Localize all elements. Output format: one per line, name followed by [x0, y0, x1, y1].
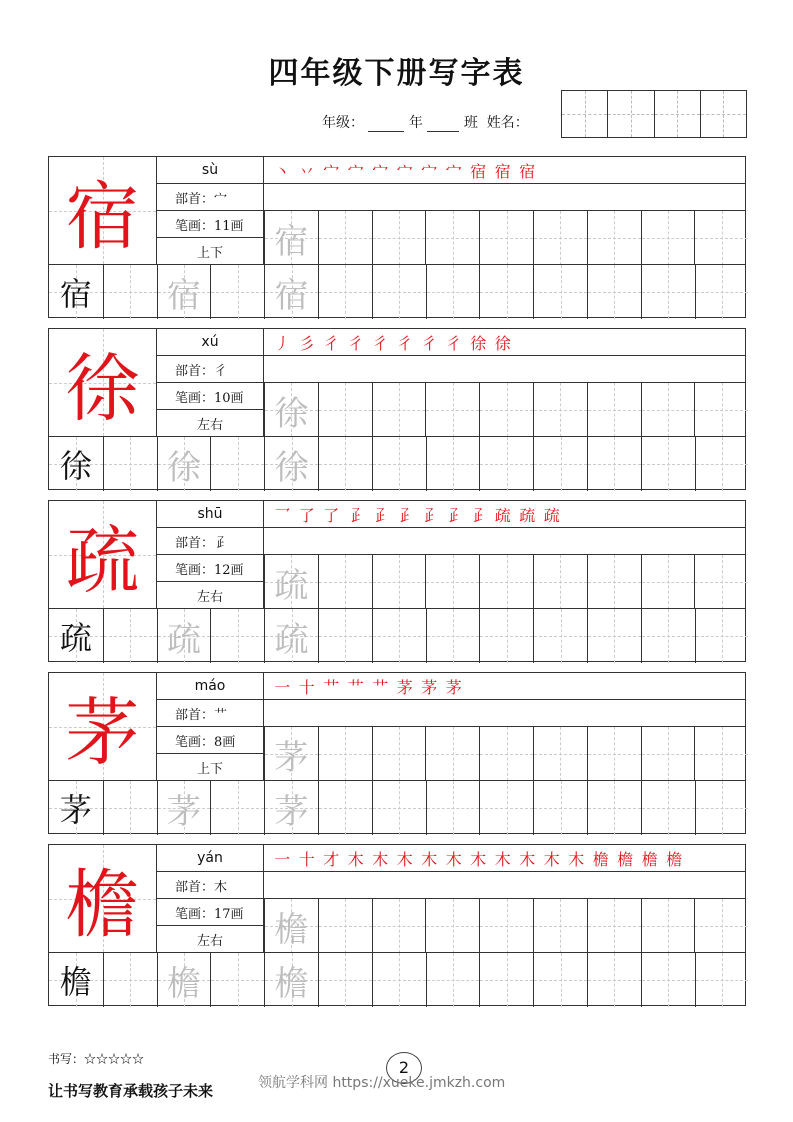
practice-cell[interactable] [372, 383, 426, 437]
structure: 上下 [157, 238, 263, 265]
model-character-glyph: 疏 [65, 517, 140, 604]
practice-cell[interactable] [641, 609, 695, 663]
page-title: 四年级下册写字表 [268, 56, 525, 91]
stroke-step: 彳 [421, 333, 438, 353]
practice-cell[interactable] [587, 555, 641, 609]
practice-cell[interactable] [210, 437, 264, 491]
practice-cell[interactable] [103, 953, 157, 1007]
stroke-step: 疏 [494, 505, 511, 525]
radical: 部首：宀 [157, 184, 263, 211]
practice-cell[interactable] [372, 437, 426, 491]
practice-cell[interactable] [372, 265, 426, 319]
name-cell[interactable] [654, 91, 700, 137]
practice-cell[interactable] [318, 437, 372, 491]
practice-row [264, 383, 748, 437]
stroke-step: 艹 [347, 677, 364, 697]
class-blank[interactable] [427, 117, 459, 132]
sample-character: 檐 [59, 963, 92, 1001]
practice-cell[interactable] [210, 609, 264, 663]
practice-cell[interactable] [533, 555, 587, 609]
stroke-step: 𤴔 [396, 505, 413, 525]
practice-cell[interactable] [641, 437, 695, 491]
trace-character: 茅 [166, 791, 201, 832]
name-cell[interactable] [607, 91, 653, 137]
model-character-glyph: 徐 [65, 345, 140, 432]
stroke-step: 彳 [372, 333, 389, 353]
stroke-step: 檐 [592, 849, 609, 869]
practice-cell[interactable] [103, 781, 157, 835]
model-character-glyph: 茅 [65, 689, 140, 776]
practice-cell[interactable] [533, 727, 587, 781]
stroke-step: 彳 [347, 333, 364, 353]
sample-character: 宿 [59, 275, 92, 313]
practice-cell[interactable] [587, 265, 641, 319]
stroke-step: 了 [323, 505, 340, 525]
trace-cell[interactable] [264, 899, 318, 953]
trace-character: 宿 [274, 275, 309, 316]
practice-row [264, 555, 748, 609]
stroke-step: 宿 [494, 161, 511, 181]
trace-cell[interactable] [264, 727, 318, 781]
practice-cell[interactable] [641, 265, 695, 319]
practice-cell[interactable] [587, 781, 641, 835]
practice-cell[interactable] [318, 899, 372, 953]
character-block [48, 156, 746, 318]
stroke-order [264, 845, 745, 872]
practice-cell[interactable] [318, 953, 372, 1007]
practice-row [49, 781, 748, 835]
grade-label: 年级： [322, 115, 364, 131]
stroke-step: 疏 [543, 505, 560, 525]
practice-cell[interactable] [694, 555, 748, 609]
practice-cell[interactable] [372, 899, 426, 953]
practice-cell[interactable] [425, 383, 479, 437]
stroke-step: 𤴔 [445, 505, 462, 525]
practice-cell[interactable] [426, 609, 480, 663]
stroke-step: 十 [298, 677, 315, 697]
stroke-step: 十 [298, 849, 315, 869]
character-block [48, 672, 746, 834]
practice-cell[interactable] [533, 265, 587, 319]
practice-cell[interactable] [587, 609, 641, 663]
watermark-text: 领航学科网 https://xueke.jmkzh.com [258, 1075, 506, 1091]
stroke-step: 彳 [396, 333, 413, 353]
trace-character: 宿 [166, 275, 201, 316]
stroke-step: 宀 [347, 161, 364, 181]
practice-cell[interactable] [533, 781, 587, 835]
practice-cell[interactable] [479, 437, 533, 491]
stroke-step: 𤴔 [372, 505, 389, 525]
practice-cell[interactable] [372, 781, 426, 835]
practice-cell[interactable] [425, 211, 479, 265]
stroke-step: 茅 [445, 677, 462, 697]
trace-cell[interactable] [264, 211, 318, 265]
practice-cell[interactable] [479, 727, 533, 781]
stroke-step: 宀 [372, 161, 389, 181]
practice-cell[interactable] [479, 953, 533, 1007]
trace-cell[interactable] [264, 383, 318, 437]
practice-cell[interactable] [426, 265, 480, 319]
stroke-step: 茅 [396, 677, 413, 697]
stroke-step: 木 [396, 849, 413, 869]
practice-row [49, 953, 748, 1007]
stroke-step: 彳 [445, 333, 462, 353]
practice-cell[interactable] [318, 211, 372, 265]
stroke-order [264, 329, 745, 356]
slogan: 让书写教育承载孩子未来 [48, 1082, 214, 1100]
practice-cell[interactable] [372, 727, 426, 781]
character-block [48, 328, 746, 490]
stroke-step: 檐 [641, 849, 658, 869]
name-cell[interactable] [562, 91, 607, 137]
stroke-step: 宀 [396, 161, 413, 181]
model-character [49, 501, 157, 609]
practice-cell[interactable] [426, 953, 480, 1007]
radical: 部首：艹 [157, 700, 263, 727]
practice-cell[interactable] [641, 555, 695, 609]
pinyin: yán [157, 845, 263, 872]
practice-cell[interactable] [587, 383, 641, 437]
stroke-step: 才 [323, 849, 340, 869]
practice-cell[interactable] [479, 899, 533, 953]
stroke-count: 笔画：11画 [157, 211, 263, 238]
practice-cell[interactable] [425, 899, 479, 953]
model-character [49, 157, 157, 265]
practice-cell[interactable] [641, 899, 695, 953]
stroke-step: 木 [519, 849, 536, 869]
practice-cell[interactable] [210, 953, 264, 1007]
practice-row [264, 727, 748, 781]
practice-cell[interactable] [479, 383, 533, 437]
stroke-step: 檐 [666, 849, 683, 869]
stroke-order [264, 157, 745, 184]
stroke-step: 木 [543, 849, 560, 869]
stroke-count: 笔画：17画 [157, 899, 263, 926]
practice-cell[interactable] [103, 609, 157, 663]
practice-row [49, 265, 748, 319]
practice-cell[interactable] [103, 265, 157, 319]
radical: 部首：𤴔 [157, 528, 263, 555]
trace-character: 宿 [274, 221, 309, 262]
practice-cell[interactable] [372, 609, 426, 663]
practice-cell[interactable] [533, 899, 587, 953]
trace-cell[interactable] [264, 781, 318, 835]
radical: 部首：木 [157, 872, 263, 899]
stroke-order [264, 673, 745, 700]
trace-character: 檐 [274, 963, 309, 1004]
stroke-step: 徐 [470, 333, 487, 353]
practice-row [264, 899, 748, 953]
pinyin: máo [157, 673, 263, 700]
trace-cell[interactable] [264, 609, 318, 663]
stroke-step: 宀 [421, 161, 438, 181]
trace-character: 疏 [166, 619, 201, 660]
practice-cell[interactable] [479, 265, 533, 319]
sample-character: 茅 [59, 791, 92, 829]
class-label: 班 [463, 115, 478, 131]
model-character-glyph: 宿 [65, 173, 140, 260]
sample-cell[interactable] [49, 437, 103, 491]
trace-cell[interactable] [157, 953, 211, 1007]
stroke-step: 宀 [445, 161, 462, 181]
name-grid[interactable] [561, 90, 747, 138]
blank-line [264, 700, 745, 727]
stroke-step: 丶 [274, 161, 291, 181]
blank-line [264, 872, 745, 899]
practice-cell[interactable] [318, 609, 372, 663]
trace-character: 檐 [166, 963, 201, 1004]
blank-line [264, 184, 745, 211]
sample-character: 徐 [59, 447, 92, 485]
stroke-count: 笔画：12画 [157, 555, 263, 582]
stroke-step: 彳 [323, 333, 340, 353]
character-meta [157, 329, 264, 437]
practice-cell[interactable] [372, 555, 426, 609]
character-meta [157, 501, 264, 609]
stroke-step: 一 [274, 677, 291, 697]
practice-cell[interactable] [641, 953, 695, 1007]
trace-character: 疏 [274, 565, 309, 606]
year-label: 年 [408, 115, 423, 131]
practice-cell[interactable] [641, 211, 695, 265]
practice-cell[interactable] [318, 555, 372, 609]
trace-cell[interactable] [264, 555, 318, 609]
sample-character: 疏 [59, 619, 92, 657]
stroke-count: 笔画：8画 [157, 727, 263, 754]
stroke-step: 𤴔 [470, 505, 487, 525]
practice-cell[interactable] [318, 265, 372, 319]
practice-cell[interactable] [695, 609, 749, 663]
structure: 上下 [157, 754, 263, 781]
practice-cell[interactable] [641, 727, 695, 781]
practice-cell[interactable] [372, 953, 426, 1007]
stroke-step: 木 [470, 849, 487, 869]
practice-cell[interactable] [533, 437, 587, 491]
practice-row [49, 609, 748, 663]
model-character-glyph: 檐 [65, 861, 140, 948]
stroke-order [264, 501, 745, 528]
practice-cell[interactable] [587, 437, 641, 491]
stroke-step: 𤴔 [421, 505, 438, 525]
stroke-step: 丿 [274, 333, 291, 353]
character-meta [157, 673, 264, 781]
practice-cell[interactable] [641, 383, 695, 437]
character-block [48, 500, 746, 662]
character-block [48, 844, 746, 1006]
practice-cell[interactable] [210, 781, 264, 835]
trace-cell[interactable] [264, 953, 318, 1007]
trace-character: 徐 [274, 393, 309, 434]
stroke-step: 檐 [617, 849, 634, 869]
radical: 部首：彳 [157, 356, 263, 383]
rating: 书写：☆☆☆☆☆ [48, 1052, 145, 1066]
stroke-step: 乛 [274, 505, 291, 525]
trace-cell[interactable] [157, 609, 211, 663]
pinyin: sù [157, 157, 263, 184]
practice-cell[interactable] [426, 437, 480, 491]
structure: 左右 [157, 410, 263, 437]
model-character [49, 329, 157, 437]
trace-cell[interactable] [264, 437, 318, 491]
stroke-step: 了 [298, 505, 315, 525]
stroke-step: 茅 [421, 677, 438, 697]
trace-character: 茅 [274, 737, 309, 778]
blank-line [264, 528, 745, 555]
practice-cell[interactable] [694, 211, 748, 265]
stroke-step: 徐 [494, 333, 511, 353]
stroke-step: 一 [274, 849, 291, 869]
practice-cell[interactable] [587, 953, 641, 1007]
trace-cell[interactable] [157, 265, 211, 319]
sample-cell[interactable] [49, 781, 103, 835]
structure: 左右 [157, 926, 263, 953]
pinyin: xú [157, 329, 263, 356]
practice-cell[interactable] [479, 211, 533, 265]
stroke-step: 艹 [372, 677, 389, 697]
character-meta [157, 157, 264, 265]
model-character [49, 673, 157, 781]
practice-cell[interactable] [318, 727, 372, 781]
character-meta [157, 845, 264, 953]
practice-cell[interactable] [641, 781, 695, 835]
practice-cell[interactable] [587, 211, 641, 265]
trace-character: 疏 [274, 619, 309, 660]
practice-cell[interactable] [695, 265, 749, 319]
trace-character: 徐 [166, 447, 201, 488]
practice-cell[interactable] [425, 727, 479, 781]
trace-cell[interactable] [264, 265, 318, 319]
structure: 左右 [157, 582, 263, 609]
practice-cell[interactable] [103, 437, 157, 491]
practice-cell[interactable] [425, 555, 479, 609]
name-label: 姓名： [486, 115, 529, 131]
stroke-step: 宿 [519, 161, 536, 181]
stroke-step: 𤴔 [347, 505, 364, 525]
trace-character: 檐 [274, 909, 309, 950]
stroke-step: 木 [421, 849, 438, 869]
practice-row [264, 211, 748, 265]
stroke-step: 疏 [519, 505, 536, 525]
practice-cell[interactable] [694, 899, 748, 953]
name-cell[interactable] [700, 91, 746, 137]
practice-cell[interactable] [479, 555, 533, 609]
practice-cell[interactable] [372, 211, 426, 265]
trace-cell[interactable] [157, 781, 211, 835]
stroke-step: 木 [568, 849, 585, 869]
practice-cell[interactable] [533, 211, 587, 265]
practice-cell[interactable] [695, 953, 749, 1007]
trace-character: 徐 [274, 447, 309, 488]
sample-cell[interactable] [49, 953, 103, 1007]
practice-cell[interactable] [694, 727, 748, 781]
practice-row [49, 437, 748, 491]
practice-cell[interactable] [587, 727, 641, 781]
sample-cell[interactable] [49, 609, 103, 663]
stroke-step: 彡 [298, 333, 315, 353]
practice-cell[interactable] [426, 781, 480, 835]
model-character [49, 845, 157, 953]
stroke-count: 笔画：10画 [157, 383, 263, 410]
practice-cell[interactable] [479, 609, 533, 663]
blank-line [264, 356, 745, 383]
trace-character: 茅 [274, 791, 309, 832]
stroke-step: 木 [494, 849, 511, 869]
student-info-line [322, 112, 529, 132]
grade-blank[interactable] [368, 117, 404, 132]
sample-cell[interactable] [49, 265, 103, 319]
stroke-step: 木 [445, 849, 462, 869]
stroke-step: 木 [347, 849, 364, 869]
practice-cell[interactable] [695, 437, 749, 491]
practice-cell[interactable] [210, 265, 264, 319]
page-number: 2 [386, 1052, 422, 1084]
practice-cell[interactable] [318, 781, 372, 835]
practice-cell[interactable] [318, 383, 372, 437]
practice-cell[interactable] [533, 383, 587, 437]
trace-cell[interactable] [157, 437, 211, 491]
practice-cell[interactable] [479, 781, 533, 835]
pinyin: shū [157, 501, 263, 528]
practice-cell[interactable] [533, 953, 587, 1007]
stroke-step: 木 [372, 849, 389, 869]
stroke-step: 宀 [323, 161, 340, 181]
practice-cell[interactable] [533, 609, 587, 663]
practice-cell[interactable] [694, 383, 748, 437]
practice-cell[interactable] [587, 899, 641, 953]
stroke-step: 艹 [323, 677, 340, 697]
stroke-step: 丷 [298, 161, 315, 181]
practice-cell[interactable] [695, 781, 749, 835]
stroke-step: 宿 [470, 161, 487, 181]
